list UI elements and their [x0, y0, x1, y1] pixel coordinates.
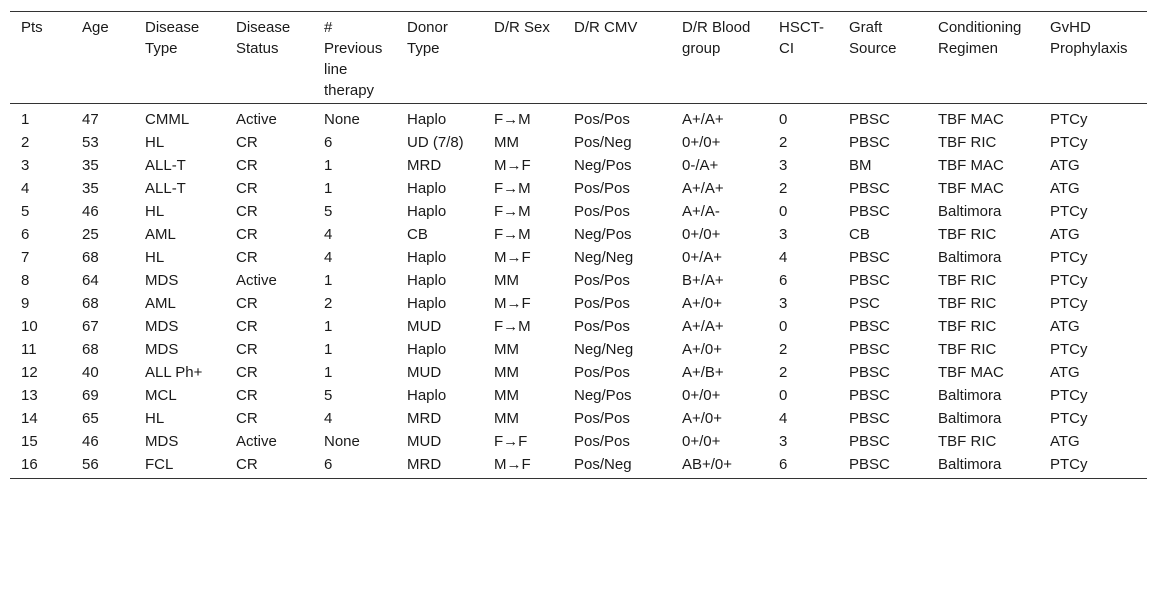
- cell-dr-cmv: Pos/Pos: [574, 203, 630, 220]
- cell-disease-type: HL: [145, 249, 165, 266]
- cell-disease-type: AML: [145, 226, 176, 243]
- cell-disease-status: CR: [236, 341, 258, 358]
- cell-dr-sex: M→F: [483, 453, 563, 479]
- cell-conditioning-regimen: TBF RIC: [938, 272, 997, 289]
- cell-pts: 9: [21, 295, 30, 312]
- cell-dr-sex: F→M: [494, 111, 531, 128]
- cell-gvhd-prophylaxis: PTCy: [1050, 341, 1088, 358]
- cell-graft-source: PSC: [849, 295, 880, 312]
- cell-gvhd-prophylaxis: ATG: [1050, 364, 1080, 381]
- cell-dr-blood-group: AB+/0+: [671, 453, 768, 479]
- cell-graft-source: PBSC: [849, 318, 890, 335]
- cell-pts: 10: [21, 318, 38, 335]
- cell-dr-cmv: Neg/Neg: [574, 249, 634, 266]
- cell-disease-status: CR: [236, 387, 258, 404]
- cell-age: 35: [82, 180, 99, 197]
- header-cell-donor-type: Donor Type: [396, 12, 483, 104]
- cell-disease-type: MDS: [145, 272, 179, 289]
- cell-age: 40: [82, 364, 99, 381]
- cell-disease-status: CR: [236, 249, 258, 266]
- cell-dr-sex: F→F: [494, 433, 528, 450]
- cell-graft-source: PBSC: [849, 387, 890, 404]
- cell-age: 68: [82, 341, 99, 358]
- cell-disease-status: CR: [236, 134, 258, 151]
- header-cell-pts: Pts: [10, 12, 71, 104]
- table-row: [10, 453, 1147, 479]
- cell-age: 67: [82, 318, 99, 335]
- header-cell-dr-blood-group: D/R Blood group: [671, 12, 768, 104]
- cell-graft-source: PBSC: [849, 364, 890, 381]
- cell-graft-source: PBSC: [849, 203, 890, 220]
- cell-disease-status: CR: [236, 203, 258, 220]
- cell-hsct-ci: 4: [779, 249, 788, 266]
- cell-age: 64: [82, 272, 99, 289]
- cell-gvhd-prophylaxis: PTCy: [1039, 453, 1147, 479]
- cell-dr-sex: MM: [494, 387, 519, 404]
- cell-disease-status: Active: [236, 272, 277, 289]
- cell-age: 46: [82, 203, 99, 220]
- cell-dr-sex: MM: [494, 364, 519, 381]
- cell-conditioning-regimen: TBF RIC: [938, 134, 997, 151]
- cell-graft-source: CB: [849, 226, 870, 243]
- cell-graft-source: PBSC: [849, 249, 890, 266]
- cell-conditioning-regimen: TBF MAC: [938, 180, 1004, 197]
- cell-donor-type: MRD: [407, 157, 442, 174]
- cell-donor-type: MRD: [396, 453, 483, 479]
- cell-dr-cmv: Pos/Pos: [574, 295, 630, 312]
- cell-conditioning-regimen: TBF MAC: [938, 157, 1004, 174]
- cell-age: 56: [71, 453, 134, 479]
- cell-previous-line-therapy: None: [324, 111, 360, 128]
- cell-pts: 15: [21, 433, 38, 450]
- header-cell-previous-line-therapy: # Previous line therapy: [313, 12, 396, 104]
- cell-previous-line-therapy: 6: [324, 134, 333, 151]
- cell-donor-type: UD (7/8): [407, 134, 464, 151]
- cell-dr-cmv: Neg/Neg: [574, 341, 634, 358]
- table-body: [10, 104, 1147, 479]
- cell-hsct-ci: 4: [779, 410, 788, 427]
- cell-pts: 6: [21, 226, 30, 243]
- cell-previous-line-therapy: 1: [324, 364, 333, 381]
- cell-gvhd-prophylaxis: ATG: [1050, 157, 1080, 174]
- header-cell-dr-cmv: D/R CMV: [563, 12, 671, 104]
- cell-previous-line-therapy: 5: [324, 203, 333, 220]
- cell-pts: 14: [21, 410, 38, 427]
- cell-hsct-ci: 3: [779, 433, 788, 450]
- cell-pts: 8: [21, 272, 30, 289]
- cell-disease-type: MDS: [145, 341, 179, 358]
- cell-dr-sex: MM: [494, 410, 519, 427]
- table-row: [10, 384, 1147, 407]
- cell-donor-type: Haplo: [407, 203, 447, 220]
- cell-graft-source: PBSC: [849, 111, 890, 128]
- cell-disease-type: MDS: [145, 318, 179, 335]
- cell-graft-source: PBSC: [838, 453, 927, 479]
- header-cell-gvhd-prophylaxis: GvHD Prophylaxis: [1039, 12, 1147, 104]
- cell-dr-sex: F→M: [494, 180, 531, 197]
- cell-donor-type: MRD: [407, 410, 442, 427]
- header-cell-dr-sex: D/R Sex: [483, 12, 563, 104]
- cell-previous-line-therapy: 5: [324, 387, 333, 404]
- cell-hsct-ci: 3: [779, 157, 788, 174]
- cell-disease-type: MCL: [145, 387, 177, 404]
- cell-hsct-ci: 6: [779, 272, 788, 289]
- table-header: [10, 12, 1147, 104]
- cell-previous-line-therapy: None: [324, 433, 360, 450]
- cell-gvhd-prophylaxis: ATG: [1050, 433, 1080, 450]
- cell-hsct-ci: 2: [779, 180, 788, 197]
- table-row: [10, 361, 1147, 384]
- cell-previous-line-therapy: 4: [324, 410, 333, 427]
- cell-pts: 13: [21, 387, 38, 404]
- header-cell-hsct-ci: HSCT-CI: [768, 12, 838, 104]
- cell-conditioning-regimen: TBF RIC: [938, 341, 997, 358]
- cell-disease-type: HL: [145, 203, 165, 220]
- cell-hsct-ci: 6: [768, 453, 838, 479]
- table-row: [10, 269, 1147, 292]
- table-row: [10, 104, 1147, 132]
- cell-dr-blood-group: 0+/0+: [682, 134, 721, 151]
- patient-table-container: [10, 11, 1147, 479]
- cell-age: 25: [82, 226, 99, 243]
- cell-dr-cmv: Neg/Pos: [574, 226, 632, 243]
- cell-dr-sex: MM: [494, 272, 519, 289]
- cell-previous-line-therapy: 1: [324, 341, 333, 358]
- cell-dr-blood-group: 0+/A+: [682, 249, 723, 266]
- cell-gvhd-prophylaxis: PTCy: [1050, 387, 1088, 404]
- cell-conditioning-regimen: TBF RIC: [938, 318, 997, 335]
- cell-pts: 5: [21, 203, 30, 220]
- table-row: [10, 407, 1147, 430]
- cell-dr-blood-group: 0+/0+: [682, 226, 721, 243]
- cell-gvhd-prophylaxis: PTCy: [1050, 410, 1088, 427]
- cell-dr-blood-group: A+/A+: [682, 180, 724, 197]
- cell-disease-status: Active: [236, 433, 277, 450]
- cell-graft-source: PBSC: [849, 134, 890, 151]
- cell-pts: 12: [21, 364, 38, 381]
- cell-conditioning-regimen: TBF RIC: [938, 226, 997, 243]
- cell-dr-sex: M→F: [494, 295, 531, 312]
- cell-pts: 2: [21, 134, 30, 151]
- cell-hsct-ci: 2: [779, 364, 788, 381]
- header-row: [10, 12, 1147, 104]
- cell-dr-cmv: Pos/Neg: [574, 134, 632, 151]
- table-row: [10, 430, 1147, 453]
- cell-hsct-ci: 3: [779, 295, 788, 312]
- cell-dr-sex: MM: [494, 134, 519, 151]
- table-row: [10, 200, 1147, 223]
- cell-conditioning-regimen: Baltimora: [938, 410, 1002, 427]
- cell-dr-blood-group: A+/0+: [682, 295, 723, 312]
- table-row: [10, 177, 1147, 200]
- cell-disease-type: HL: [145, 134, 165, 151]
- cell-gvhd-prophylaxis: PTCy: [1050, 272, 1088, 289]
- cell-dr-sex: F→M: [494, 203, 531, 220]
- cell-disease-type: MDS: [145, 433, 179, 450]
- cell-pts: 1: [21, 111, 30, 128]
- cell-donor-type: Haplo: [407, 272, 447, 289]
- cell-disease-status: CR: [236, 295, 258, 312]
- cell-hsct-ci: 0: [779, 203, 788, 220]
- cell-hsct-ci: 0: [779, 111, 788, 128]
- cell-dr-blood-group: 0-/A+: [682, 157, 719, 174]
- cell-dr-cmv: Neg/Pos: [574, 387, 632, 404]
- cell-donor-type: Haplo: [407, 387, 447, 404]
- cell-previous-line-therapy: 1: [324, 180, 333, 197]
- cell-hsct-ci: 0: [779, 387, 788, 404]
- cell-hsct-ci: 3: [779, 226, 788, 243]
- table-row: [10, 223, 1147, 246]
- cell-gvhd-prophylaxis: PTCy: [1050, 249, 1088, 266]
- cell-graft-source: PBSC: [849, 180, 890, 197]
- cell-graft-source: PBSC: [849, 272, 890, 289]
- cell-dr-cmv: Pos/Pos: [574, 272, 630, 289]
- cell-gvhd-prophylaxis: PTCy: [1050, 111, 1088, 128]
- cell-graft-source: PBSC: [849, 433, 890, 450]
- header-cell-disease-status: Disease Status: [225, 12, 313, 104]
- cell-pts: 16: [10, 453, 71, 479]
- cell-disease-status: CR: [236, 226, 258, 243]
- cell-donor-type: MUD: [407, 433, 442, 450]
- table-row: [10, 131, 1147, 154]
- table-row: [10, 315, 1147, 338]
- cell-disease-type: HL: [145, 410, 165, 427]
- cell-gvhd-prophylaxis: ATG: [1050, 226, 1080, 243]
- table-row: [10, 246, 1147, 269]
- cell-dr-blood-group: A+/A+: [682, 111, 724, 128]
- cell-age: 68: [82, 295, 99, 312]
- cell-disease-status: CR: [236, 364, 258, 381]
- cell-disease-status: CR: [225, 453, 313, 479]
- cell-disease-status: CR: [236, 157, 258, 174]
- cell-dr-sex: F→M: [494, 318, 531, 335]
- cell-previous-line-therapy: 2: [324, 295, 333, 312]
- cell-previous-line-therapy: 1: [324, 318, 333, 335]
- cell-age: 69: [82, 387, 99, 404]
- cell-dr-blood-group: A+/A-: [682, 203, 720, 220]
- cell-disease-status: CR: [236, 410, 258, 427]
- cell-dr-blood-group: A+/B+: [682, 364, 724, 381]
- cell-hsct-ci: 2: [779, 134, 788, 151]
- cell-graft-source: PBSC: [849, 410, 890, 427]
- cell-previous-line-therapy: 4: [324, 226, 333, 243]
- cell-age: 46: [82, 433, 99, 450]
- cell-gvhd-prophylaxis: PTCy: [1050, 295, 1088, 312]
- cell-disease-status: Active: [236, 111, 277, 128]
- cell-previous-line-therapy: 1: [324, 157, 333, 174]
- cell-gvhd-prophylaxis: PTCy: [1050, 134, 1088, 151]
- cell-dr-blood-group: A+/0+: [682, 341, 723, 358]
- cell-previous-line-therapy: 1: [324, 272, 333, 289]
- cell-age: 65: [82, 410, 99, 427]
- cell-conditioning-regimen: Baltimora: [938, 387, 1002, 404]
- header-cell-conditioning-regimen: Conditioning Regimen: [927, 12, 1039, 104]
- cell-donor-type: Haplo: [407, 295, 447, 312]
- cell-hsct-ci: 2: [779, 341, 788, 358]
- cell-pts: 3: [21, 157, 30, 174]
- cell-disease-type: ALL-T: [145, 157, 186, 174]
- cell-disease-type: FCL: [134, 453, 225, 479]
- cell-conditioning-regimen: Baltimora: [927, 453, 1039, 479]
- cell-dr-blood-group: 0+/0+: [682, 433, 721, 450]
- cell-conditioning-regimen: Baltimora: [938, 203, 1002, 220]
- cell-disease-status: CR: [236, 180, 258, 197]
- cell-dr-blood-group: B+/A+: [682, 272, 724, 289]
- patient-characteristics-table: [10, 11, 1147, 479]
- cell-age: 47: [82, 111, 99, 128]
- cell-conditioning-regimen: TBF RIC: [938, 433, 997, 450]
- cell-donor-type: Haplo: [407, 341, 447, 358]
- cell-disease-status: CR: [236, 318, 258, 335]
- cell-graft-source: BM: [849, 157, 872, 174]
- cell-previous-line-therapy: 6: [313, 453, 396, 479]
- cell-disease-type: ALL-T: [145, 180, 186, 197]
- header-cell-graft-source: Graft Source: [838, 12, 927, 104]
- cell-graft-source: PBSC: [849, 341, 890, 358]
- cell-gvhd-prophylaxis: PTCy: [1050, 203, 1088, 220]
- cell-disease-type: AML: [145, 295, 176, 312]
- cell-gvhd-prophylaxis: ATG: [1050, 318, 1080, 335]
- cell-previous-line-therapy: 4: [324, 249, 333, 266]
- cell-gvhd-prophylaxis: ATG: [1050, 180, 1080, 197]
- cell-donor-type: Haplo: [407, 111, 447, 128]
- cell-donor-type: Haplo: [407, 249, 447, 266]
- cell-pts: 4: [21, 180, 30, 197]
- cell-disease-type: ALL Ph+: [145, 364, 203, 381]
- cell-dr-sex: M→F: [494, 157, 531, 174]
- cell-age: 35: [82, 157, 99, 174]
- cell-conditioning-regimen: Baltimora: [938, 249, 1002, 266]
- table-row: [10, 154, 1147, 177]
- cell-dr-cmv: Neg/Pos: [574, 157, 632, 174]
- cell-dr-cmv: Pos/Pos: [574, 180, 630, 197]
- cell-dr-cmv: Pos/Pos: [574, 433, 630, 450]
- cell-dr-cmv: Pos/Neg: [563, 453, 671, 479]
- cell-dr-blood-group: 0+/0+: [682, 387, 721, 404]
- cell-dr-sex: M→F: [494, 249, 531, 266]
- cell-conditioning-regimen: TBF MAC: [938, 111, 1004, 128]
- cell-donor-type: MUD: [407, 318, 442, 335]
- cell-dr-sex: F→M: [494, 226, 531, 243]
- cell-dr-sex: MM: [494, 341, 519, 358]
- cell-pts: 11: [21, 341, 37, 358]
- header-cell-age: Age: [71, 12, 134, 104]
- cell-disease-type: CMML: [145, 111, 190, 128]
- cell-hsct-ci: 0: [779, 318, 788, 335]
- table-row: [10, 338, 1147, 361]
- cell-donor-type: Haplo: [407, 180, 447, 197]
- cell-dr-cmv: Pos/Pos: [574, 111, 630, 128]
- cell-dr-cmv: Pos/Pos: [574, 410, 630, 427]
- cell-dr-cmv: Pos/Pos: [574, 364, 630, 381]
- cell-donor-type: MUD: [407, 364, 442, 381]
- cell-age: 53: [82, 134, 99, 151]
- cell-dr-blood-group: A+/0+: [682, 410, 723, 427]
- cell-conditioning-regimen: TBF MAC: [938, 364, 1004, 381]
- cell-age: 68: [82, 249, 99, 266]
- table-row: [10, 292, 1147, 315]
- cell-dr-cmv: Pos/Pos: [574, 318, 630, 335]
- cell-donor-type: CB: [407, 226, 428, 243]
- cell-dr-blood-group: A+/A+: [682, 318, 724, 335]
- cell-conditioning-regimen: TBF RIC: [938, 295, 997, 312]
- cell-pts: 7: [21, 249, 30, 266]
- header-cell-disease-type: Disease Type: [134, 12, 225, 104]
